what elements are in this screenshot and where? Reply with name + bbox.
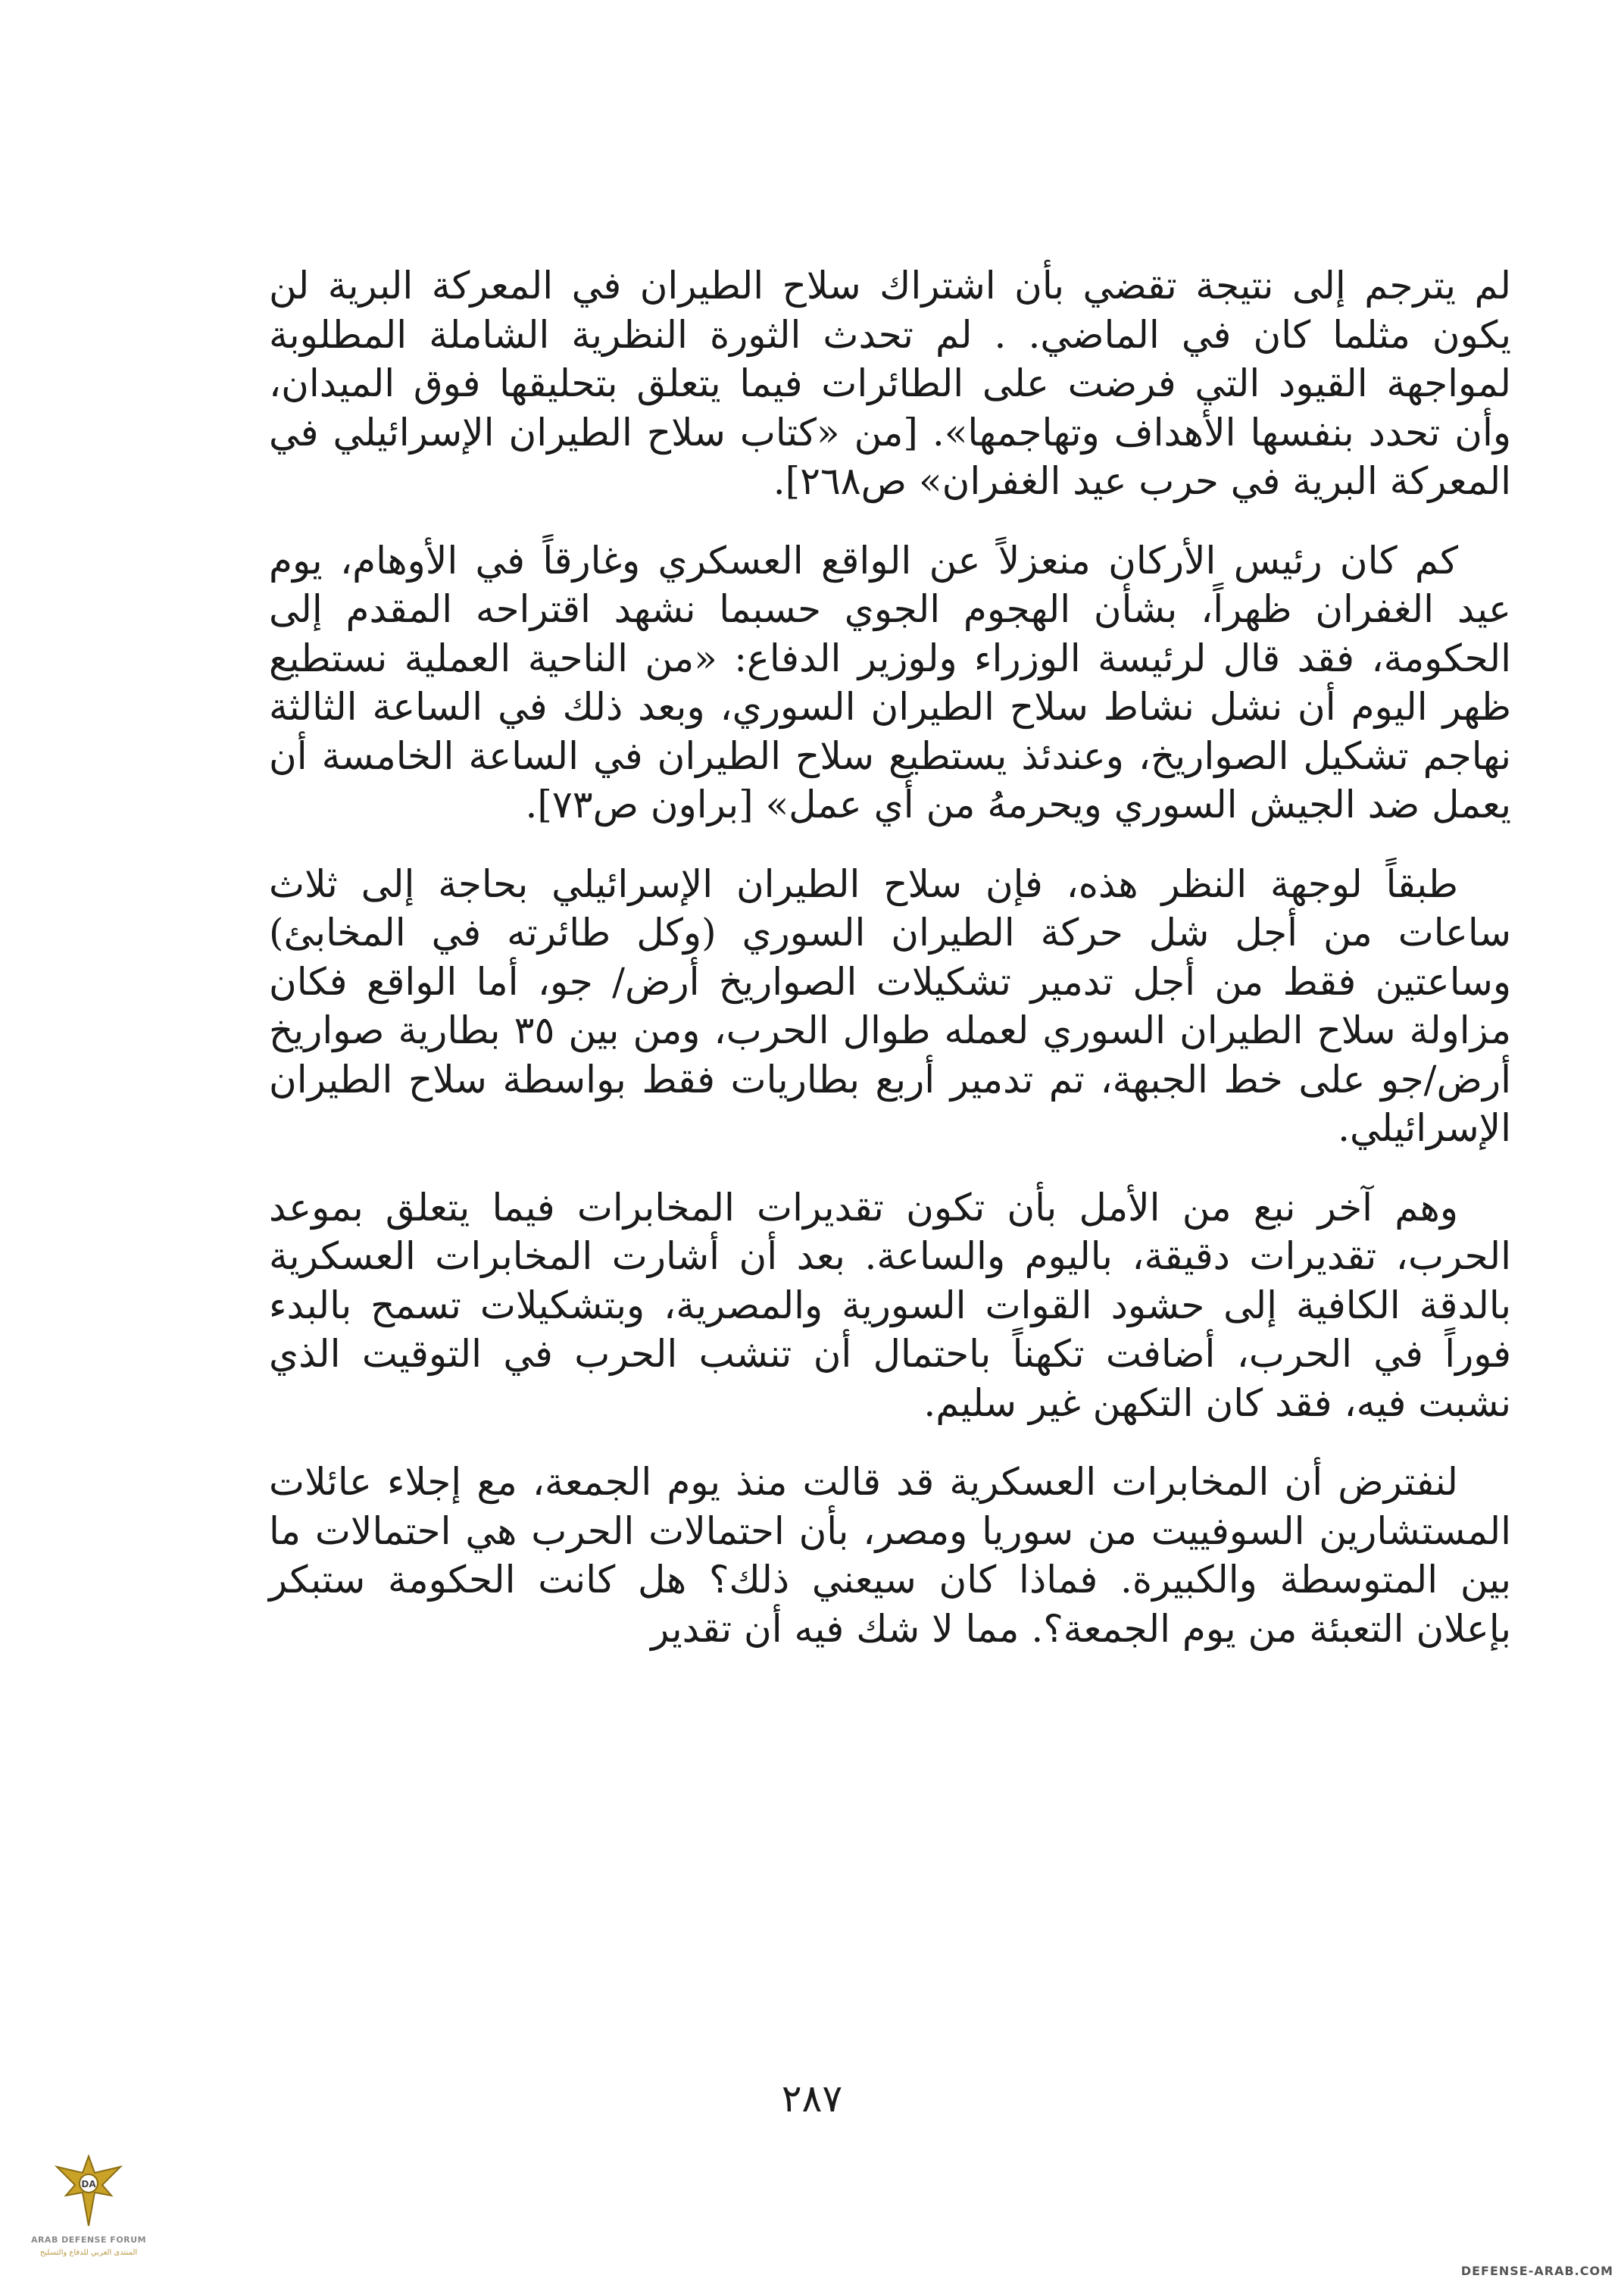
arab-defense-forum-eagle-logo-icon — [51, 2150, 126, 2233]
watermark-site: DEFENSE-ARAB.COM — [1460, 2264, 1613, 2278]
watermark-name: ARAB DEFENSE FORUM — [30, 2235, 147, 2245]
watermark-subtitle: المنتدى العربي للدفاع والتسليح — [39, 2249, 138, 2257]
paragraph-1: لم يترجم إلى نتيجة تقضي بأن اشتراك سلاح الطيران في المعركة البرية لن يكون مثلما كان في الماضي. . لم تحدث الثورة النظرية الشاملة المطلوبة لمواجهة القيود التي فرضت على الطائرات فيما يتعلق بتحليقها فوق الميدان، وأن تحدد بنفسها الأهداف وتهاجمها». [من «كتاب سلاح الطيران الإسرائيلي في المعركة البرية في حرب عيد الغفران» ص٢٦٨]. — [269, 264, 1511, 503]
body-text — [269, 261, 1511, 1683]
paragraph-2: كم كان رئيس الأركان منعزلاً عن الواقع العسكري وغارقاً في الأوهام، يوم عيد الغفران ظهراً، بشأن الهجوم الجوي حسبما نشهد اقتراحه المقدم إلى الحكومة، فقد قال لرئيسة الوزراء ولوزير الدفاع: «من الناحية العملية نستطيع ظهر اليوم أن نشل نشاط سلاح الطيران السوري، وبعد ذلك في الساعة الثالثة نهاجم تشكيل الصواريخ، وعندئذ يستطيع سلاح الطيران في الساعة الخامسة أن يعمل ضد الجيش السوري ويحرمهُ من أي عمل» [براون ص٧٣]. — [269, 538, 1511, 827]
paragraph-4: وهم آخر نبع من الأمل بأن تكون تقديرات المخابرات فيما يتعلق بموعد الحرب، تقديرات دقيقة، باليوم والساعة. بعد أن أشارت المخابرات العسكرية بالدقة الكافية إلى حشود القوات السورية والمصرية، وبتشكيلات تسمح بالبدء فوراً في الحرب، أضافت تكهناً باحتمال أن تنشب الحرب في التوقيت الذي نشبت فيه، فقد كان التكهن غير سليم. — [269, 1185, 1511, 1425]
forum-watermark — [17, 2150, 161, 2279]
svg-text:DA: DA — [81, 2179, 96, 2189]
paragraph-5: لنفترض أن المخابرات العسكرية قد قالت منذ يوم الجمعة، مع إجلاء عائلات المستشارين السوفييت من سوريا ومصر، بأن احتمالات الحرب هي احتمالات ما بين المتوسطة والكبيرة. فماذا كان سيعني ذلك؟ هل كانت الحكومة ستبكر بإعلان التعبئة من يوم الجمعة؟. مما لا شك فيه أن تقدير — [269, 1460, 1511, 1651]
paragraph-3: طبقاً لوجهة النظر هذه، فإن سلاح الطيران الإسرائيلي بحاجة إلى ثلاث ساعات من أجل شل حركة الطيران السوري (وكل طائرته في المخابئ) وساعتين فقط من أجل تدمير تشكيلات الصواريخ أرض/ جو، أما الواقع فكان مزاولة سلاح الطيران السوري لعمله طوال الحرب، ومن بين ٣٥ بطارية صواريخ أرض/جو على خط الجبهة، تم تدمير أربع بطاريات فقط بواسطة سلاح الطيران الإسرائيلي. — [269, 861, 1511, 1150]
page-number: ٢٨٧ — [781, 2077, 843, 2121]
